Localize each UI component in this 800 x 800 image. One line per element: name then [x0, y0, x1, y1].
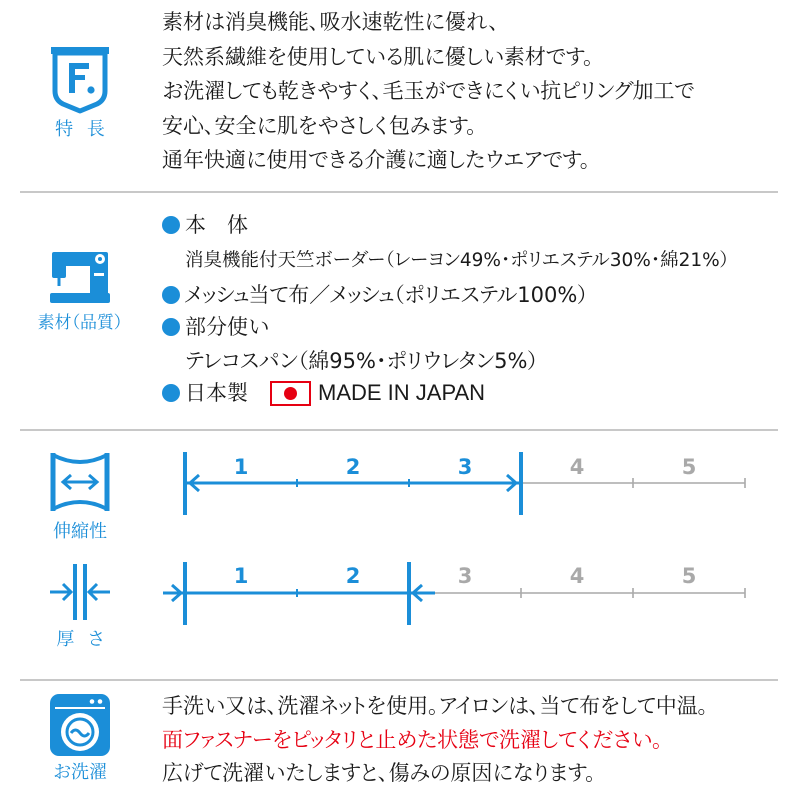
features-label: 特 長: [55, 119, 109, 140]
washing-machine-icon: [50, 694, 110, 756]
features-line: お洗濯しても乾きやすく、毛玉ができにくい抗ピリング加工で: [162, 79, 695, 103]
features-line: 通年快適に使用できる介護に適したウエアです。: [162, 148, 591, 172]
thickness-icon: [48, 562, 112, 622]
scale-level-number: 2: [345, 564, 361, 588]
section-divider: [20, 679, 778, 681]
stretch-label: 伸縮性: [53, 521, 107, 542]
material-origin-row: [162, 376, 792, 410]
bullet-icon: [162, 216, 180, 234]
laundry-line-warning: 面ファスナーをピッタリと止めた状態で洗濯してください。: [162, 727, 663, 752]
scale-level-number: 4: [569, 564, 585, 588]
material-label: 素材（品質）: [37, 313, 123, 333]
scale-level-number: 1: [233, 455, 249, 479]
material-mesh-row: [162, 278, 792, 312]
material-body-detail: 消臭機能付天竺ボーダー（レーヨン49%・ポリエステル30%・綿21%）: [185, 250, 729, 271]
section-divider: [20, 429, 778, 431]
scale-level-number: 5: [681, 455, 697, 479]
scale-level-number: 2: [345, 455, 361, 479]
sewing-machine-icon: [50, 249, 110, 303]
flag-sun: [284, 387, 297, 400]
laundry-label: お洗濯: [52, 762, 108, 783]
material-origin-heading: 日本製: [185, 381, 248, 405]
features-line: 天然系繊維を使用している肌に優しい素材です。: [162, 44, 594, 69]
material-partial-heading: 部分使い: [185, 315, 269, 339]
material-body-row: [162, 208, 792, 242]
thickness-scale: [150, 550, 760, 636]
japan-flag-icon: [270, 381, 311, 406]
feature-tag-icon: [50, 44, 110, 114]
scale-level-number: 3: [457, 564, 473, 588]
thickness-label: 厚 さ: [56, 629, 108, 650]
bullet-icon: [162, 318, 180, 336]
stretch-scale: [150, 440, 760, 526]
material-body-detail-row: [162, 244, 792, 278]
laundry-line: 広げて洗濯いたしますと、傷みの原因になります。: [162, 761, 596, 785]
features-line: 安心、安全に肌をやさしく包みます。: [162, 113, 477, 138]
laundry-text: [162, 690, 792, 791]
features-text: [162, 5, 792, 178]
material-partial-detail-row: [162, 344, 792, 378]
bullet-icon: [162, 286, 180, 304]
material-mesh-heading: メッシュ当て布／メッシュ（ポリエステル100%）: [185, 283, 588, 307]
material-origin-english: MADE IN JAPAN: [318, 380, 486, 405]
material-body-heading: 本 体: [185, 213, 248, 237]
stretch-icon: [48, 452, 112, 512]
section-divider: [20, 191, 778, 193]
material-partial-row: [162, 310, 792, 344]
material-partial-detail: テレコスパン（綿95%・ポリウレタン5%）: [185, 349, 538, 373]
scale-level-number: 3: [457, 455, 473, 479]
scale-level-number: 1: [233, 564, 249, 588]
scale-level-number: 5: [681, 564, 697, 588]
scale-level-number: 4: [569, 455, 585, 479]
features-line: 素材は消臭機能、吸水速乾性に優れ、: [162, 10, 500, 34]
laundry-line: 手洗い又は、洗濯ネットを使用。アイロンは、当て布をして中温。: [162, 694, 709, 718]
bullet-icon: [162, 384, 180, 402]
